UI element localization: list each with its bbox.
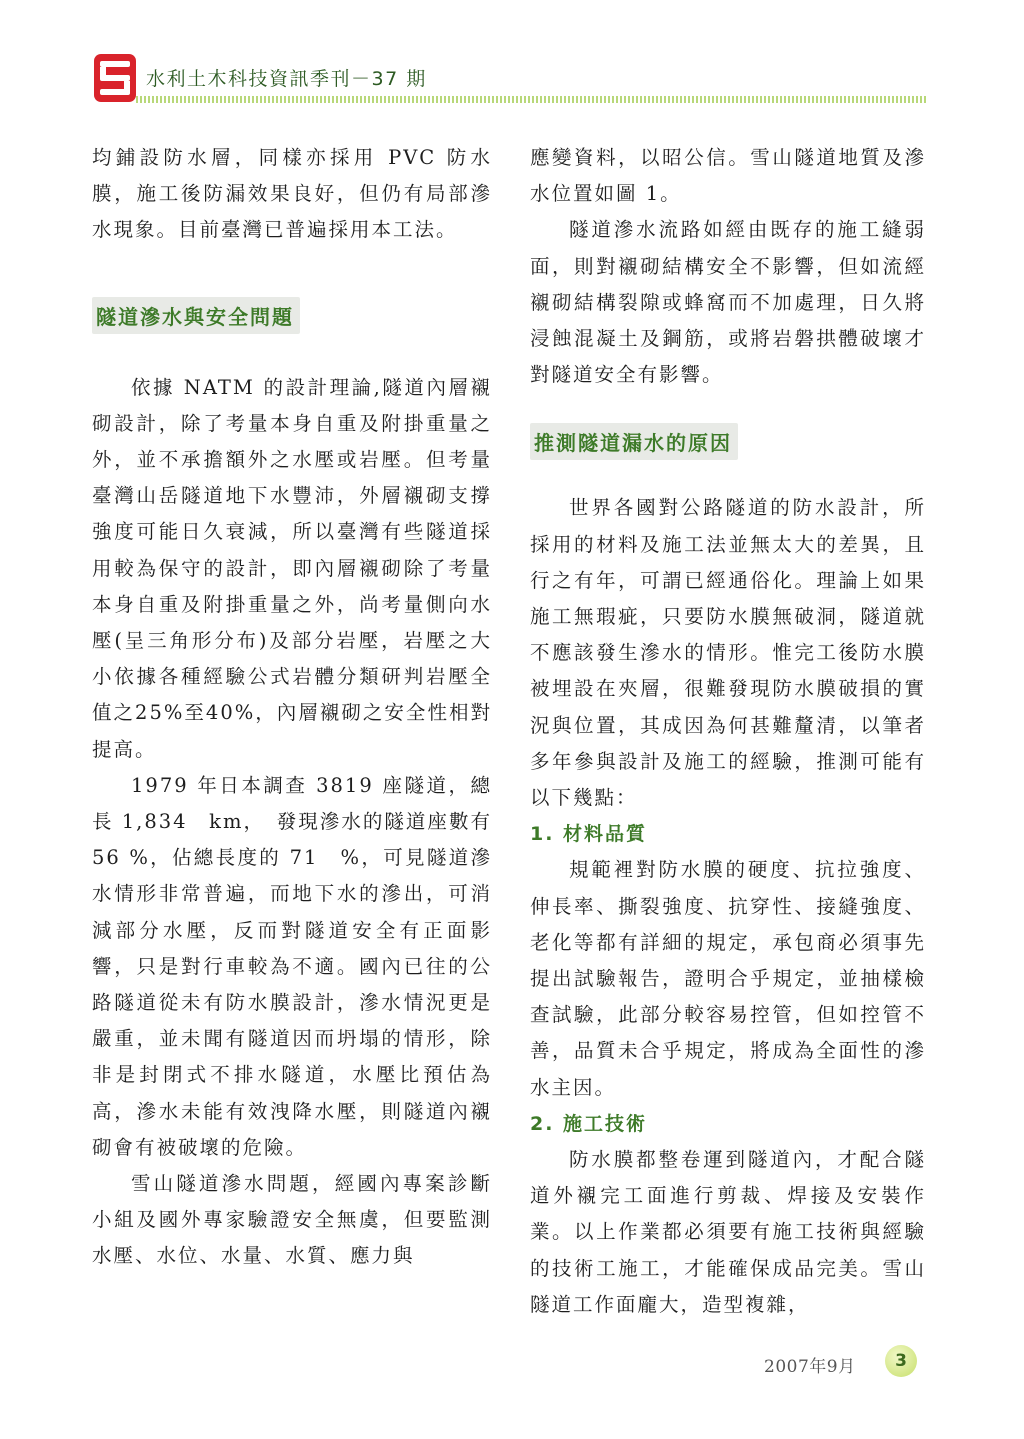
subheading-construction-technique: 2. 施工技術 <box>530 1112 648 1135</box>
right-paragraph-5: 防水膜都整卷運到隧道內，才配合隧道外襯完工面進行剪裁、焊接及安裝作業。以上作業都必須要有施工技術與經驗的技術工施工，才能確保成品完美。雪山隧道工作面龐大，造型複雜， <box>530 1148 926 1316</box>
right-paragraph-2: 隧道滲水流路如經由既存的施工縫弱面，則對襯砌結構安全不影響，但如流經襯砌結構裂隙或蜂窩而不加處理，日久將浸蝕混凝土及鋼筋，或將岩磐拱體破壞才對隧道安全有影響。 <box>530 218 926 387</box>
left-column <box>92 140 492 1275</box>
right-paragraph-4: 規範裡對防水膜的硬度、抗拉強度、伸長率、撕裂強度、抗穿性、接縫強度、老化等都有詳細的規定，承包商必須事先提出試驗報告，證明合乎規定，並抽樣檢查試驗，此部分較容易控管，但如控管不善，品質未合乎規定，將成為全面性的滲水主因。 <box>530 858 926 1099</box>
left-paragraph-3: 1979 年日本調查 3819 座隧道，總長 1,834 km， 發現滲水的隧道座數有 56 %，佔總長度的 71 %，可見隧道滲水情形非常普遍，而地下水的滲出，可消減部分水壓，反而對隧道安全有正面影響，只是對行車較為不適。國內已往的公路隧道從未有防水膜設計，滲水情況更是嚴重，並未聞有隧道因而坍塌的情形，除非是封閉式不排水隧道，水壓比預估為高，滲水未能有效洩降水壓，則隧道內襯砌會有被破壞的危險。 <box>92 773 492 1159</box>
left-paragraph-4: 雪山隧道滲水問題，經國內專案診斷小組及國外專家驗證安全無虞，但要監測水壓、水位、水量、水質、應力與 <box>92 1172 492 1268</box>
right-column <box>530 140 926 1323</box>
left-paragraph-2: 依據 NATM 的設計理論,隧道內層襯砌設計，除了考量本身自重及附掛重量之外，並不承擔額外之水壓或岩壓。但考量臺灣山岳隧道地下水豐沛，外層襯砌支撐強度可能日久衰減，所以臺灣有些隧道採用較為保守的設計，即內層襯砌除了考量本身自重及附掛重量之外，尚考量側向水壓(呈三角形分布)及部分岩壓，岩壓之大小依據各種經驗公式岩體分類研判岩壓全值之25%至40%，內層襯砌之安全性相對提高。 <box>92 375 492 761</box>
subheading-material-quality: 1. 材料品質 <box>530 823 648 846</box>
section-heading-leak-causes: 推測隧道漏水的原因 <box>530 423 738 460</box>
journal-title: 水利土木科技資訊季刊－37 期 <box>146 68 427 90</box>
right-paragraph-3: 世界各國對公路隧道的防水設計，所採用的材料及施工法並無太大的差異，且行之有年，可謂已經通俗化。理論上如果施工無瑕疵，只要防水膜無破洞，隧道就不應該發生滲水的情形。惟完工後防水膜被埋設在夾層，很難發現防水膜破損的實況與位置，其成因為何甚難釐清，以筆者多年參與設計及施工的經驗，推測可能有以下幾點： <box>530 496 926 810</box>
page-number-badge: 3 <box>885 1345 917 1377</box>
right-paragraph-1: 應變資料，以昭公信。雪山隧道地質及滲水位置如圖 1。 <box>530 146 926 206</box>
left-paragraph-1: 均鋪設防水層，同樣亦採用 PVC 防水膜，施工後防漏效果良好，但仍有局部滲水現象。目前臺灣已普遍採用本工法。 <box>92 146 492 242</box>
issue-date: 2007年9月 <box>764 1357 856 1377</box>
header-rule <box>136 96 928 103</box>
section-heading-seepage-safety: 隧道滲水與安全問題 <box>92 297 300 334</box>
logo-bar-bottom <box>100 89 130 95</box>
journal-logo <box>94 54 136 102</box>
